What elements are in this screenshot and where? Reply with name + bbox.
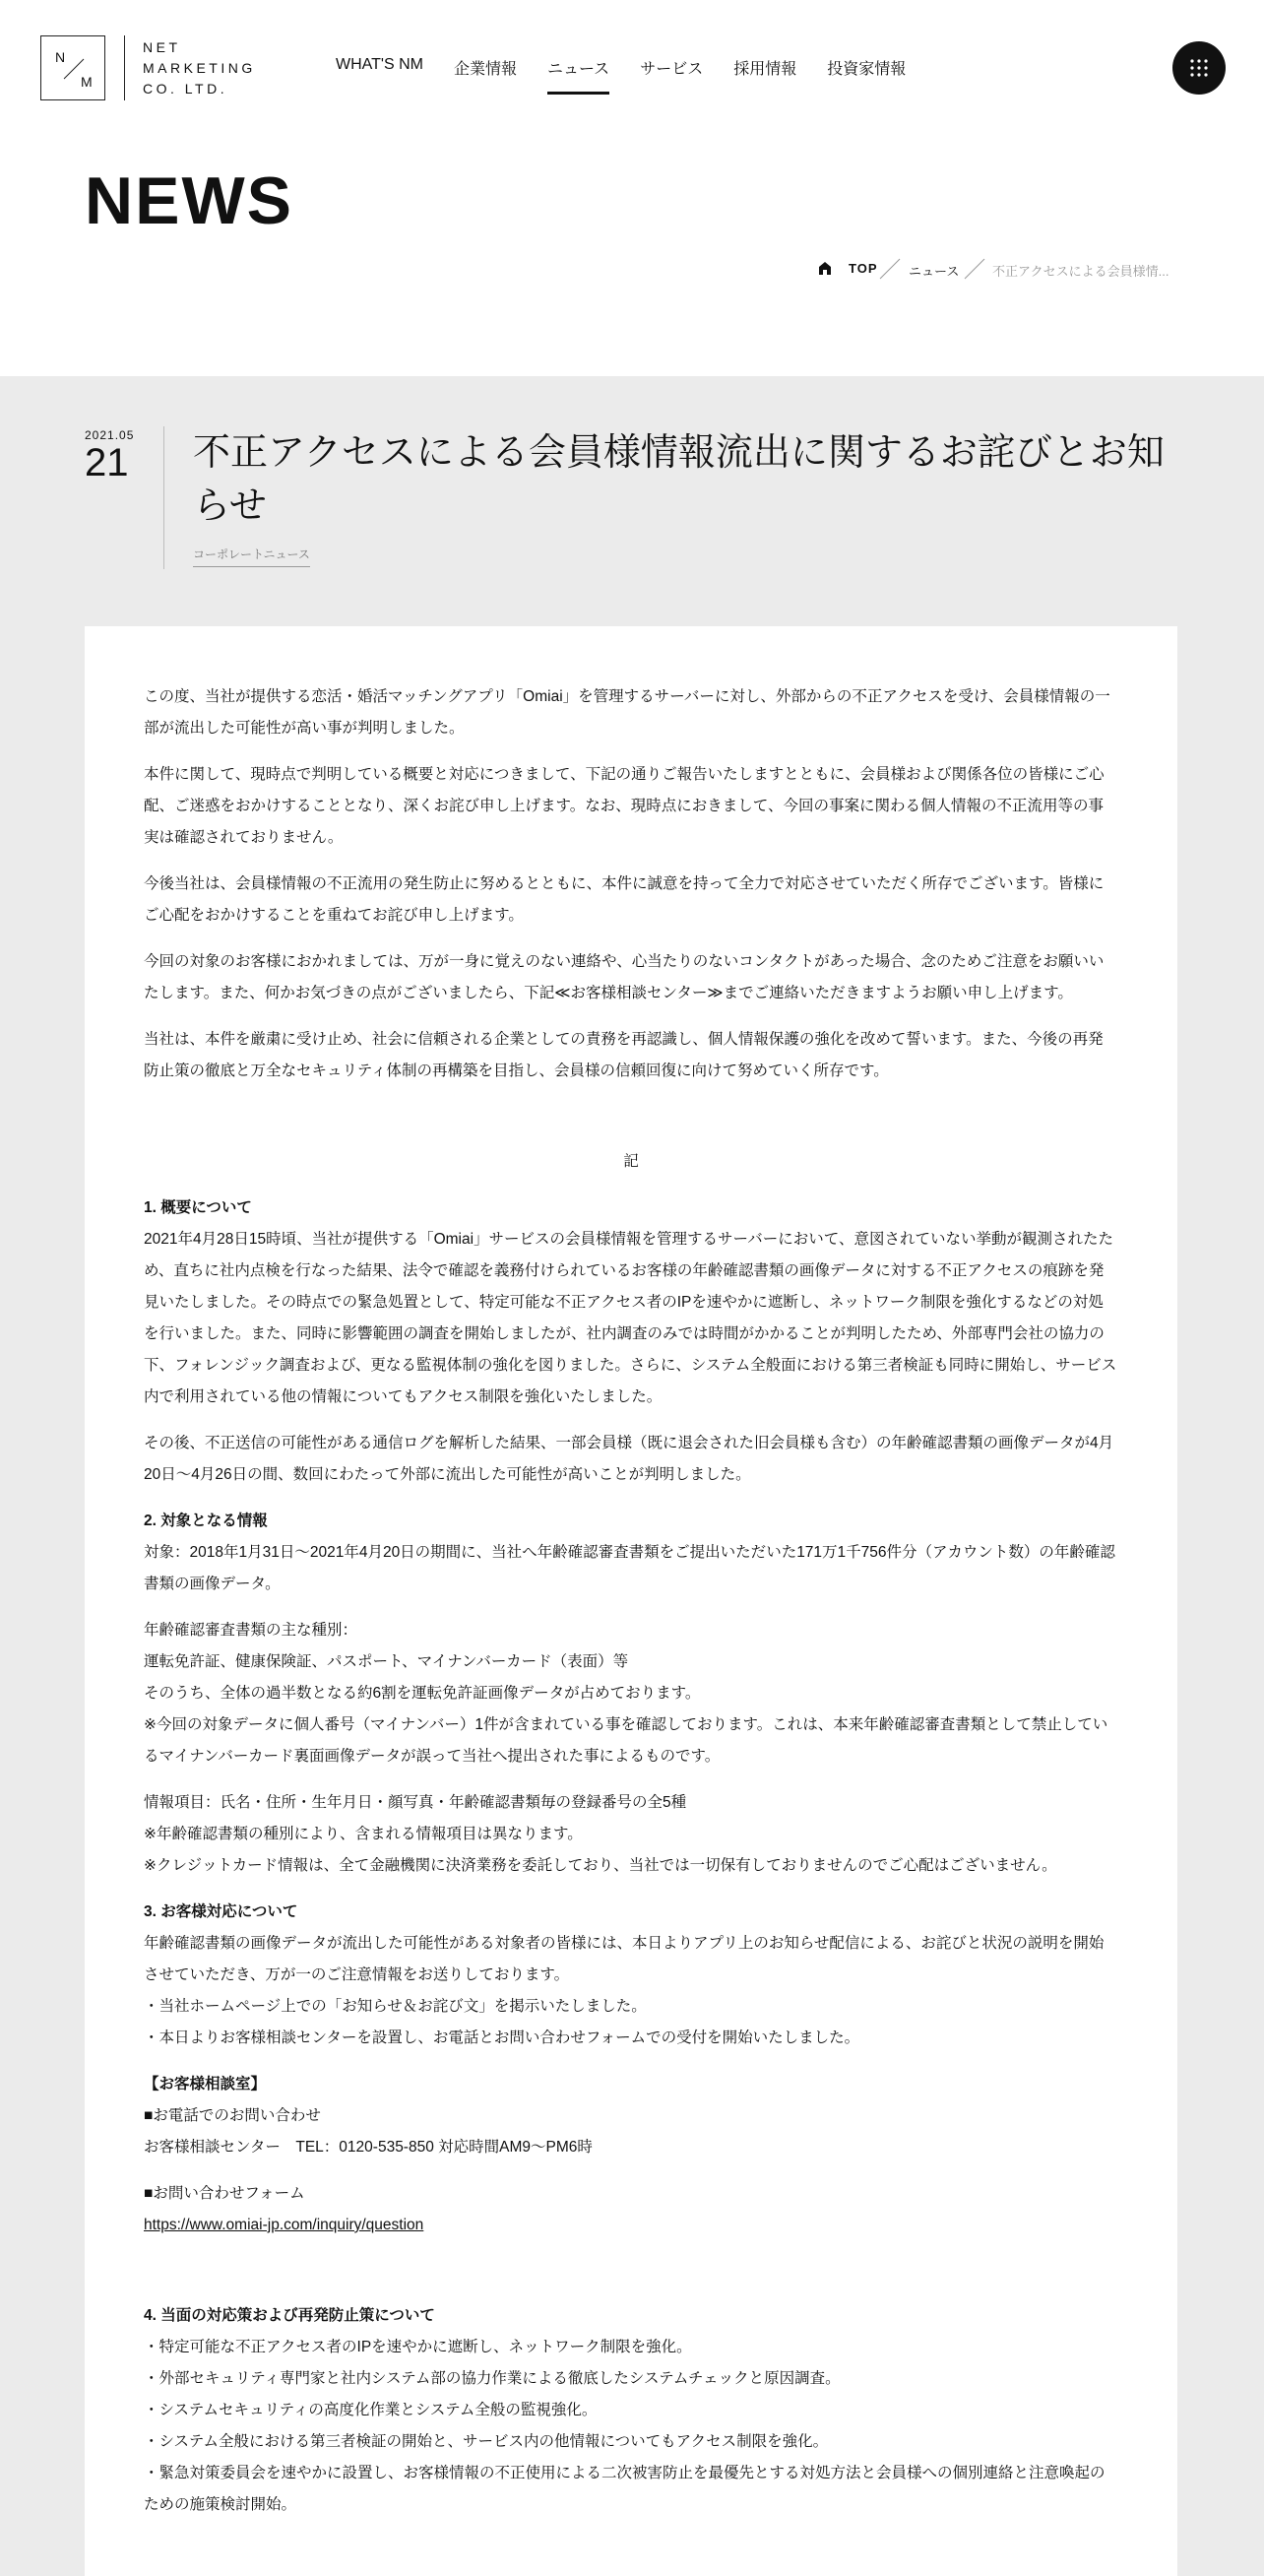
article-date-day: 21 xyxy=(85,441,129,484)
section-2-line: 運転免許証、健康保険証、パスポート、マイナンバーカード（表面）等 xyxy=(144,1653,629,1670)
section-1-paragraph: その後、不正送信の可能性がある通信ログを解析した結果、一部会員様（既に退会された旧会員様も含む）の年齢確認書類の画像データが4月20日～4月26日の間、数回にわたって外部に流出した可能性が高いことが判明しました。 xyxy=(144,1435,1114,1483)
section-1-paragraph: 2021年4月28日15時頃、当社が提供する「Omiai」サービスの会員様情報を管理するサーバーにおいて、意図されていない挙動が観測されたため、直ちに社内点検を行なった結果、法令で確認を義務付けられているお客様の年齢確認書類の画像データに対する不正アクセスの痕跡を発見いたしました。その時点での緊急処置として、特定可能な不正アクセス者のIPを速やかに遮断し、ネットワーク制限を強化するなどの対処を行いました。また、同時に影響範囲の調査を開始しましたが、社内調査のみでは時間がかかることが判明したため、外部専門会社の協力の下、フォレンジック調査および、更なる監視体制の強化を図りました。さらに、システム全般面における第三者検証も同時に開始し、サービス内で利用されている他の情報についてもアクセス制限を強化いたしました。 xyxy=(144,1231,1117,1405)
section-2-line: ※年齢確認書類の種別により、含まれる情報項目は異なります。 xyxy=(144,1826,583,1842)
section-2-line: 情報項目：氏名・住所・生年月日・顔写真・年齢確認書類毎の登録番号の全5種 xyxy=(144,1794,687,1811)
intro-paragraph: 本件に関して、現時点で判明している概要と対応につきまして、下記の通りご報告いたしますとともに、会員様および関係各位の皆様にご心配、ご迷惑をおかけすることとなり、深くお詫び申し上げます。なお、現時点におきまして、今回の事案に関わる個人情報の不正流用等の事実は確認されておりません。 xyxy=(144,766,1105,846)
logo-text-line1: NET xyxy=(143,39,181,55)
breadcrumb-current: 不正アクセスによる会員様情... xyxy=(992,264,1169,279)
article-body-card xyxy=(85,626,1177,2576)
intro-paragraph: 今後当社は、会員様情報の不正流用の発生防止に努めるとともに、本件に誠意を持って全力で対応させていただく所存でございます。皆様にご心配をおかけすることを重ねてお詫び申し上げます。 xyxy=(144,875,1105,924)
article-content xyxy=(144,681,1118,2521)
company-logo[interactable] xyxy=(40,35,256,100)
article-header-divider xyxy=(163,426,164,569)
contact-phone-title: ■お電話でのお問い合わせ xyxy=(144,2107,321,2124)
nav-recruit[interactable]: 採用情報 xyxy=(733,61,797,78)
breadcrumb-separator xyxy=(878,258,902,280)
page-title: NEWS xyxy=(85,163,293,238)
article-title: 不正アクセスによる会員様情報流出に関するお詫びとお知らせ xyxy=(193,432,1165,527)
grid-icon xyxy=(1189,58,1209,78)
article-date-year-month: 2021.05 xyxy=(85,428,135,442)
logo-text-line3: CO. LTD. xyxy=(143,81,228,97)
section-2-line: ※クレジットカード情報は、全て金融機関に決済業務を委託しており、当社では一切保有しておりませんのでご心配はございません。 xyxy=(144,1857,1057,1874)
nav-whats-nm[interactable]: WHAT'S NM xyxy=(336,56,423,73)
section-3-line: 年齢確認書類の画像データが流出した可能性がある対象者の皆様には、本日よりアプリ上のお知らせ配信による、お詫びと状況の説明を開始させていただき、万が一のご注意情報をお送りしております。 xyxy=(144,1935,1105,1983)
article-header xyxy=(85,426,1177,569)
nav-news[interactable]: ニュース xyxy=(547,56,609,95)
logo-text-line2: MARKETING xyxy=(143,60,256,76)
section-2-line: そのうち、全体の過半数となる約6割を運転免許証画像データが占めております。 xyxy=(144,1685,701,1702)
section-4-line: ・緊急対策委員会を速やかに設置し、お客様情報の不正使用による二次被害防止を最優先とする対処方法と会員様への個別連絡と注意喚起のための施策検討開始。 xyxy=(144,2465,1106,2513)
section-4-line: ・特定可能な不正アクセス者のIPを速やかに遮断し、ネットワーク制限を強化。 xyxy=(144,2339,692,2355)
contact-form-title: ■お問い合わせフォーム xyxy=(144,2185,305,2202)
section-4-line: ・システムセキュリティの高度化作業とシステム全般の監視強化。 xyxy=(144,2402,598,2418)
section-3-line: ・本日よりお客様相談センターを設置し、お電話とお問い合わせフォームでの受付を開始いたしました。 xyxy=(144,2029,860,2046)
logo-mark-m: M xyxy=(81,74,93,90)
contact-heading: 【お客様相談室】 xyxy=(144,2076,267,2093)
logo-mark xyxy=(40,35,105,100)
intro-paragraph: この度、当社が提供する恋活・婚活マッチングアプリ「Omiai」を管理するサーバーに対し、外部からの不正アクセスを受け、会員様情報の一部が流出した可能性が高い事が判明しました。 xyxy=(144,688,1110,737)
section-4-heading: 4. 当面の対応策および再発防止策について xyxy=(144,2307,435,2324)
intro-paragraph: 今回の対象のお客様におかれましては、万が一身に覚えのない連絡や、心当たりのないコンタクトがあった場合、念のためご注意をお願いいたします。また、何かお気づきの点がございましたら、下記≪お客様相談センター≫までご連絡いただきますようお願い申し上げます。 xyxy=(144,953,1105,1001)
nav-company[interactable]: 企業情報 xyxy=(453,61,517,78)
ki-mark: 記 xyxy=(623,1153,639,1170)
contact-phone: お客様相談センター TEL：0120-535-850 対応時間AM9～PM6時 xyxy=(144,2139,593,2156)
section-2-line: ※今回の対象データに個人番号（マイナンバー）1件が含まれている事を確認しております。これは、本来年齢確認審査書類として禁止しているマイナンバーカード裏面画像データが誤って当社へ提出された事によるものです。 xyxy=(144,1716,1108,1765)
section-4-line: ・外部セキュリティ専門家と社内システム部の協力作業による徹底したシステムチェックと原因調査。 xyxy=(144,2370,841,2387)
section-2-line: 年齢確認審査書類の主な種別： xyxy=(144,1622,358,1639)
article-category[interactable]: コーポレートニュース xyxy=(193,546,310,567)
breadcrumb-news[interactable]: ニュース xyxy=(909,264,960,279)
nav-service[interactable]: サービス xyxy=(640,61,704,78)
breadcrumb xyxy=(817,258,1177,280)
logo-divider xyxy=(124,35,125,100)
section-1-heading: 1. 概要について xyxy=(144,1199,252,1216)
contact-form-link[interactable]: https://www.omiai-jp.com/inquiry/question xyxy=(144,2217,424,2233)
breadcrumb-top[interactable]: TOP xyxy=(849,261,878,276)
global-nav xyxy=(336,56,936,95)
home-icon[interactable] xyxy=(817,260,833,276)
logo-text xyxy=(143,37,256,99)
intro-paragraph: 当社は、本件を厳粛に受け止め、社会に信頼される企業としての責務を再認識し、個人情報保護の強化を改めて誓います。また、今後の再発防止策の徹底と万全なセキュリティ体制の再構築を目指し、会員様の信頼回復に向けて努めていく所存です。 xyxy=(144,1031,1104,1079)
section-4-line: ・システム全般における第三者検証の開始と、サービス内の他情報についてもアクセス制限を強化。 xyxy=(144,2433,829,2450)
section-3-line: ・当社ホームページ上での「お知らせ＆お詫び文」を掲示いたしました。 xyxy=(144,1998,647,2015)
logo-mark-diagonal xyxy=(41,36,106,101)
header-area xyxy=(0,0,1264,376)
breadcrumb-separator xyxy=(963,258,986,280)
nav-ir[interactable]: 投資家情報 xyxy=(827,61,907,78)
menu-button[interactable] xyxy=(1172,41,1226,95)
section-2-heading: 2. 対象となる情報 xyxy=(144,1513,268,1529)
section-3-heading: 3. お客様対応について xyxy=(144,1903,298,1920)
section-2-paragraph: 対象：2018年1月31日～2021年4月20日の期間に、当社へ年齢確認審査書類をご提出いただいた171万1千756件分（アカウント数）の年齢確認書類の画像データ。 xyxy=(144,1544,1115,1592)
logo-mark-n: N xyxy=(55,49,66,65)
